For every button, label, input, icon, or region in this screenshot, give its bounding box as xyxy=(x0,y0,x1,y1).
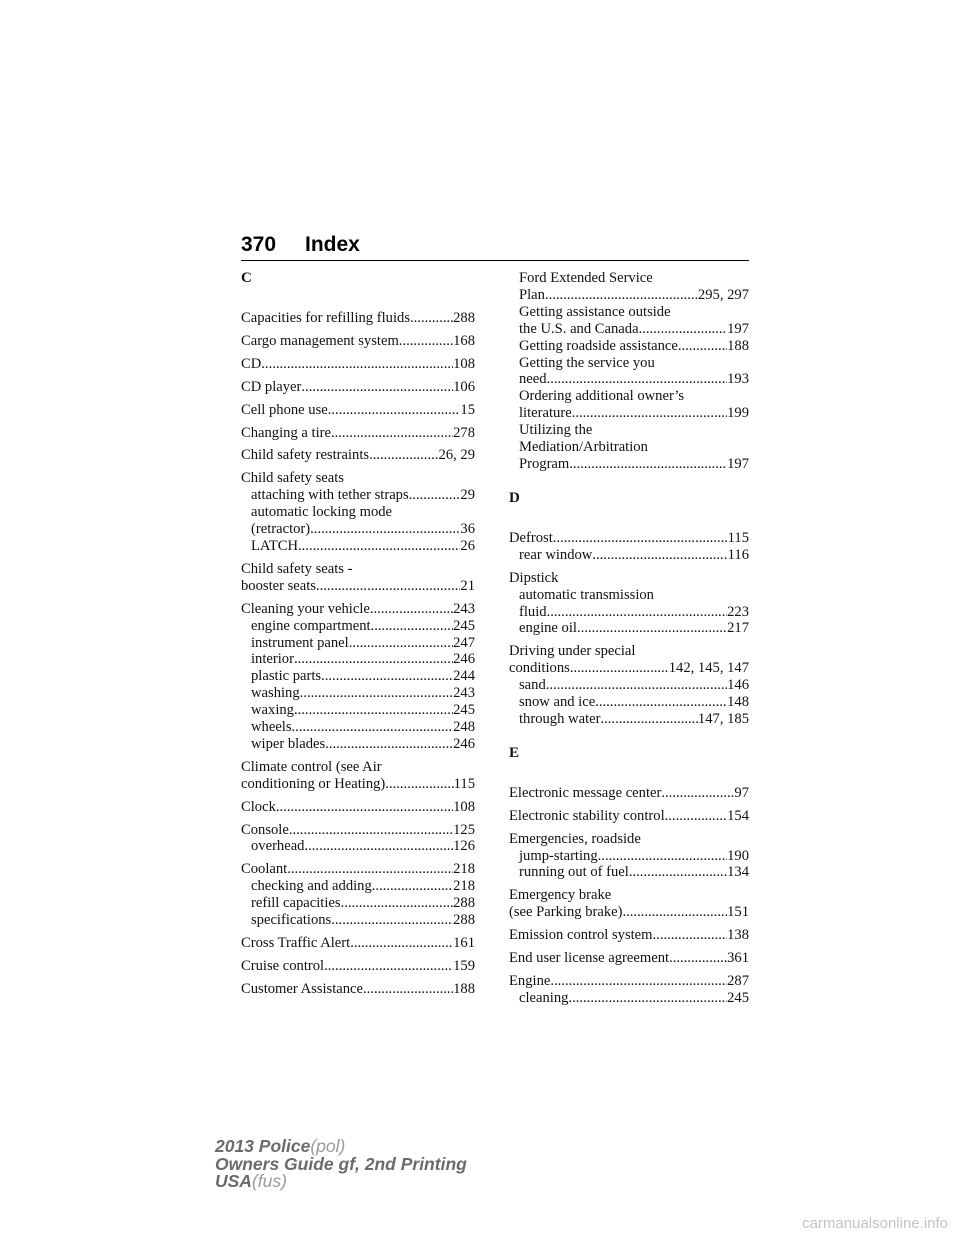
dot-leader xyxy=(592,547,727,564)
footer-market: USA xyxy=(215,1171,252,1191)
index-entry xyxy=(509,927,749,944)
index-entry xyxy=(241,561,475,595)
page-reference: 154 xyxy=(727,807,749,824)
index-entry-line xyxy=(241,759,475,776)
index-subentry-line xyxy=(241,702,475,719)
page-reference: 146 xyxy=(727,677,749,694)
dot-leader xyxy=(294,702,453,719)
dot-leader xyxy=(331,912,453,929)
index-subentry-line xyxy=(509,304,749,321)
page-reference: 287 xyxy=(727,973,749,989)
entry-text: Changing a tire xyxy=(241,424,331,441)
entry-text: Cross Traffic Alert xyxy=(241,935,351,951)
index-subentry-line xyxy=(509,677,749,694)
dot-leader xyxy=(328,402,461,419)
entry-text: Utilizing the xyxy=(519,422,593,439)
index-subentry-line xyxy=(241,635,475,652)
entry-text: Ordering additional owner’s xyxy=(519,388,685,405)
dot-leader xyxy=(546,677,727,694)
index-entry xyxy=(241,935,475,952)
entry-text: jump-starting xyxy=(519,847,598,864)
index-entry-line xyxy=(509,887,749,904)
entry-text: snow and ice xyxy=(519,694,596,711)
page-reference: 246 xyxy=(453,651,475,668)
page-reference: 361 xyxy=(727,950,749,967)
dot-leader xyxy=(553,530,728,547)
entry-text: sand xyxy=(519,677,546,694)
index-entry xyxy=(509,950,749,967)
dot-leader xyxy=(292,719,454,736)
index-entry-line xyxy=(241,822,475,839)
index-entry xyxy=(509,808,749,825)
dot-leader xyxy=(363,981,453,998)
dot-leader xyxy=(600,711,697,728)
dot-leader xyxy=(304,838,453,855)
page-reference: 245 xyxy=(727,989,749,1006)
dot-leader xyxy=(321,668,453,685)
index-subentry-line xyxy=(509,287,749,304)
index-entry xyxy=(241,799,475,816)
page-reference: 245 xyxy=(453,617,475,634)
page-reference: 115 xyxy=(727,529,749,546)
dot-leader xyxy=(653,927,728,944)
dot-leader xyxy=(369,447,438,464)
entry-text: literature xyxy=(519,405,572,422)
dot-leader xyxy=(289,822,453,839)
page-reference: 223 xyxy=(727,603,749,620)
index-subentry-line xyxy=(241,838,475,855)
page-reference: 190 xyxy=(727,847,749,864)
dot-leader xyxy=(570,660,669,677)
entry-text: through water xyxy=(519,710,601,727)
index-entry-line xyxy=(241,356,475,373)
dot-leader xyxy=(410,310,453,327)
dot-leader xyxy=(569,456,727,473)
page-number: 370 xyxy=(241,233,277,256)
index-subentry-line xyxy=(241,521,475,538)
index-entry-line xyxy=(241,578,475,595)
entry-text: booster seats xyxy=(241,577,316,594)
index-subentry-line xyxy=(241,538,475,555)
entry-text: Customer Assistance xyxy=(241,980,364,997)
index-subentry-line xyxy=(241,736,475,753)
index-entry-line xyxy=(509,831,749,848)
footer-guide: Owners Guide gf, 2nd Printing xyxy=(215,1153,467,1174)
index-entry xyxy=(509,530,749,564)
index-entry-line xyxy=(509,643,749,660)
index-subentry-line xyxy=(509,848,749,865)
index-entry-line xyxy=(241,425,475,442)
index-entry-line xyxy=(241,333,475,350)
index-entry-line xyxy=(509,570,749,587)
page-title: Index xyxy=(305,233,360,256)
index-entry xyxy=(509,785,749,802)
entry-text: LATCH xyxy=(251,537,299,554)
dot-leader xyxy=(669,950,727,967)
dot-leader xyxy=(287,861,453,878)
entry-text: interior xyxy=(251,651,294,668)
page-reference: 288 xyxy=(453,310,475,326)
index-entry xyxy=(241,470,475,555)
page-reference: 243 xyxy=(453,600,475,617)
dot-leader xyxy=(550,973,727,990)
dot-leader xyxy=(372,878,453,895)
entry-text: Console xyxy=(241,821,289,838)
index-entry-line xyxy=(509,904,749,921)
index-subentry-line xyxy=(241,651,475,668)
page-reference: 218 xyxy=(453,878,475,895)
entry-text: the U.S. and Canada xyxy=(519,320,639,337)
index-subentry-line xyxy=(509,355,749,372)
page-reference: 288 xyxy=(453,895,475,912)
dot-leader xyxy=(341,895,454,912)
dot-leader xyxy=(325,736,453,753)
entry-text: Engine xyxy=(509,973,551,989)
entry-text: CD xyxy=(241,355,262,372)
page-header xyxy=(241,226,749,261)
dot-leader xyxy=(399,333,453,350)
dot-leader xyxy=(547,371,728,388)
dot-leader xyxy=(300,685,453,702)
page-reference: 29 xyxy=(460,487,475,504)
page-reference: 197 xyxy=(727,455,749,472)
index-entry-line xyxy=(241,981,475,998)
entry-text: Emergencies, roadside xyxy=(509,830,641,847)
dot-leader xyxy=(665,808,727,825)
entry-text: (retractor) xyxy=(251,521,311,538)
page-reference: 116 xyxy=(727,546,749,563)
entry-text: attaching with tether straps xyxy=(251,487,409,504)
entry-text: Getting roadside assistance xyxy=(519,337,678,354)
index-subentry-line xyxy=(509,422,749,439)
dot-leader xyxy=(595,694,727,711)
dot-leader xyxy=(294,651,453,668)
index-entry-line xyxy=(241,402,475,419)
entry-text: rear window xyxy=(519,546,593,563)
index-subentry-line xyxy=(509,547,749,564)
page-reference: 26, 29 xyxy=(438,447,475,464)
index-entry xyxy=(241,601,475,753)
entry-text: conditions xyxy=(509,660,570,677)
index-column-left xyxy=(241,270,475,998)
index-entry xyxy=(241,447,475,464)
page-reference: 244 xyxy=(453,668,475,685)
page-reference: 188 xyxy=(727,337,749,354)
index-entry xyxy=(241,861,475,929)
dot-leader xyxy=(370,601,453,618)
index-entry-line xyxy=(241,470,475,487)
entry-text: cleaning xyxy=(519,989,569,1006)
continued-entries xyxy=(509,270,749,473)
page-reference: 97 xyxy=(734,784,749,801)
page-reference: 151 xyxy=(727,904,749,921)
page-reference: 168 xyxy=(453,332,475,349)
index-subentry-line xyxy=(241,685,475,702)
entry-text: Cell phone use xyxy=(241,401,328,418)
index-entry-line xyxy=(509,973,749,990)
index-entry xyxy=(241,356,475,373)
entry-text: instrument panel xyxy=(251,634,349,651)
index-entry-line xyxy=(241,310,475,327)
dot-leader xyxy=(639,321,728,338)
index-entry-line xyxy=(509,808,749,825)
dot-leader xyxy=(568,990,727,1007)
index-subentry-line xyxy=(509,587,749,604)
index-subentry-line xyxy=(241,878,475,895)
index-subentry-line xyxy=(509,711,749,728)
entry-text: (see Parking brake) xyxy=(509,904,623,921)
entry-text: plastic parts xyxy=(251,668,322,685)
entry-text: Emission control system xyxy=(509,927,653,944)
entry-text: Program xyxy=(519,455,570,472)
watermark: carmanualsonline.info xyxy=(802,1215,948,1232)
entry-text: Cargo management system xyxy=(241,332,399,349)
page-reference: 295, 297 xyxy=(697,286,749,303)
entry-text: refill capacities xyxy=(251,895,341,912)
index-subentry-line xyxy=(241,895,475,912)
page-reference: 106 xyxy=(453,378,475,395)
index-entry xyxy=(509,887,749,921)
entry-text: Climate control (see Air xyxy=(241,758,382,775)
index-entry-line xyxy=(241,379,475,396)
entry-text: Getting the service you xyxy=(519,354,655,371)
page-reference: 217 xyxy=(727,620,749,637)
index-subentry-line xyxy=(509,405,749,422)
dot-leader xyxy=(622,904,727,921)
index-entry-line xyxy=(241,935,475,952)
dot-leader xyxy=(310,521,460,538)
dot-leader xyxy=(316,578,460,595)
index-entry xyxy=(241,958,475,975)
index-entry-line xyxy=(509,927,749,944)
index-subentry-line xyxy=(509,456,749,473)
dot-leader xyxy=(629,864,727,881)
entry-text: automatic transmission xyxy=(519,586,654,603)
entry-text: Dipstick xyxy=(509,569,559,586)
entry-text: automatic locking mode xyxy=(251,504,393,521)
page-reference: 108 xyxy=(453,798,475,815)
index-subentry-line xyxy=(509,990,749,1007)
index-column-right xyxy=(509,270,749,1007)
entry-text: overhead xyxy=(251,838,305,855)
entry-text: checking and adding xyxy=(251,878,372,895)
entry-text: Getting assistance outside xyxy=(519,303,671,320)
page-reference: 246 xyxy=(453,735,475,752)
dot-leader xyxy=(371,618,454,635)
index-entry xyxy=(241,981,475,998)
page-reference: 218 xyxy=(453,861,475,878)
page-reference: 142, 145, 147 xyxy=(668,660,749,677)
dot-leader xyxy=(349,635,453,652)
dot-leader xyxy=(331,425,453,442)
dot-leader xyxy=(385,776,453,793)
index-subentry-line xyxy=(509,620,749,637)
entry-text: fluid xyxy=(519,603,547,620)
page-reference: 247 xyxy=(453,634,475,651)
page-reference: 148 xyxy=(727,694,749,711)
section-letter: E xyxy=(509,744,520,761)
entry-text: Emergency brake xyxy=(509,887,612,904)
index-subentry-line xyxy=(509,388,749,405)
page-reference: 138 xyxy=(727,927,749,944)
index-entry-line xyxy=(509,785,749,802)
page-reference: 188 xyxy=(453,980,475,997)
page-reference: 193 xyxy=(727,371,749,388)
index-entry xyxy=(241,402,475,419)
footer-market-code: (fus) xyxy=(251,1171,287,1191)
entry-text: Plan xyxy=(519,286,545,303)
entry-text: Defrost xyxy=(509,529,553,546)
index-entry xyxy=(241,310,475,327)
dot-leader xyxy=(324,958,453,975)
document-footer xyxy=(215,1138,467,1191)
index-subentry-line xyxy=(241,487,475,504)
page-reference: 134 xyxy=(727,864,749,881)
dot-leader xyxy=(661,785,734,802)
entry-text: need xyxy=(519,371,547,388)
entry-text: specifications xyxy=(251,912,332,929)
page-reference: 199 xyxy=(727,405,749,422)
entry-text: Electronic stability control xyxy=(509,807,665,824)
dot-leader xyxy=(678,338,727,355)
entry-text: wiper blades xyxy=(251,735,326,752)
page-reference: 197 xyxy=(727,320,749,337)
entry-text: Capacities for refilling fluids xyxy=(241,310,410,326)
entry-text: waxing xyxy=(251,702,294,719)
index-entry xyxy=(241,822,475,856)
dot-leader xyxy=(409,487,461,504)
dot-leader xyxy=(545,287,698,304)
entry-text: Coolant xyxy=(241,861,288,878)
page-reference: 15 xyxy=(460,401,475,418)
page-reference: 36 xyxy=(460,521,475,538)
index-subentry-line xyxy=(509,270,749,287)
page-reference: 278 xyxy=(453,424,475,441)
index-entry-line xyxy=(241,447,475,464)
page-reference: 248 xyxy=(453,719,475,736)
index-subentry-line xyxy=(509,604,749,621)
index-entry-line xyxy=(241,561,475,578)
entry-text: Child safety restraints xyxy=(241,447,370,464)
page-reference: 161 xyxy=(453,935,475,951)
index-subentry-line xyxy=(509,371,749,388)
index-subentry-line xyxy=(509,864,749,881)
index-entry xyxy=(509,831,749,882)
entry-text: CD player xyxy=(241,378,302,395)
dot-leader xyxy=(598,848,727,865)
index-entry-line xyxy=(509,660,749,677)
footer-model-code: (pol) xyxy=(310,1136,346,1156)
index-entry-line xyxy=(241,861,475,878)
entry-text: Mediation/Arbitration xyxy=(519,439,648,456)
index-entry-line xyxy=(241,958,475,975)
entry-text: engine compartment xyxy=(251,617,371,634)
section-letter: D xyxy=(509,489,520,506)
entry-text: engine oil xyxy=(519,620,577,637)
index-subentry-line xyxy=(241,618,475,635)
page-reference: 26 xyxy=(460,537,475,554)
index-subentry-line xyxy=(509,439,749,456)
section-letter: C xyxy=(241,270,252,286)
dot-leader xyxy=(350,935,453,952)
entry-text: Clock xyxy=(241,798,276,815)
page-reference: 108 xyxy=(453,355,475,372)
dot-leader xyxy=(261,356,453,373)
page-reference: 245 xyxy=(453,702,475,719)
dot-leader xyxy=(301,379,453,396)
dot-leader xyxy=(298,538,460,555)
entry-text: Child safety seats xyxy=(241,470,344,487)
index-entry xyxy=(241,379,475,396)
entry-text: Ford Extended Service xyxy=(519,270,653,286)
index-entry xyxy=(241,333,475,350)
index-entry xyxy=(241,425,475,442)
page-reference: 125 xyxy=(453,821,475,838)
entry-text: Electronic message center xyxy=(509,784,662,801)
index-subentry-line xyxy=(509,694,749,711)
entry-text: End user license agreement xyxy=(509,950,670,967)
index-entry xyxy=(509,973,749,1007)
index-entry-line xyxy=(509,530,749,547)
index-subentry-line xyxy=(241,504,475,521)
index-entry xyxy=(509,570,749,638)
entry-text: Cruise control xyxy=(241,957,325,974)
page-reference: 115 xyxy=(453,775,475,792)
dot-leader xyxy=(577,620,727,637)
page-reference: 147, 185 xyxy=(697,710,749,727)
entry-text: wheels xyxy=(251,719,292,736)
entry-text: Child safety seats - xyxy=(241,560,353,577)
entry-text: Cleaning your vehicle xyxy=(241,600,370,617)
index-subentry-line xyxy=(509,338,749,355)
page-reference: 159 xyxy=(453,957,475,974)
dot-leader xyxy=(547,604,728,621)
page-reference: 243 xyxy=(453,685,475,702)
index-entry-line xyxy=(241,601,475,618)
index-entry-line xyxy=(241,799,475,816)
entry-text: running out of fuel xyxy=(519,864,629,881)
entry-text: washing xyxy=(251,685,300,702)
index-entry-line xyxy=(241,776,475,793)
dot-leader xyxy=(276,799,453,816)
index-entry-line xyxy=(509,950,749,967)
footer-model: 2013 Police xyxy=(215,1136,311,1156)
index-subentry-line xyxy=(509,321,749,338)
index-subentry-line xyxy=(241,912,475,929)
index-entry xyxy=(241,759,475,793)
page-reference: 288 xyxy=(453,912,475,929)
page-reference: 126 xyxy=(453,838,475,855)
index-subentry-line xyxy=(241,668,475,685)
index-subentry-line xyxy=(241,719,475,736)
entry-text: Driving under special xyxy=(509,643,636,660)
entry-text: conditioning or Heating) xyxy=(241,775,386,792)
index-entry xyxy=(509,643,749,728)
dot-leader xyxy=(572,405,727,422)
page-reference: 21 xyxy=(460,577,475,594)
